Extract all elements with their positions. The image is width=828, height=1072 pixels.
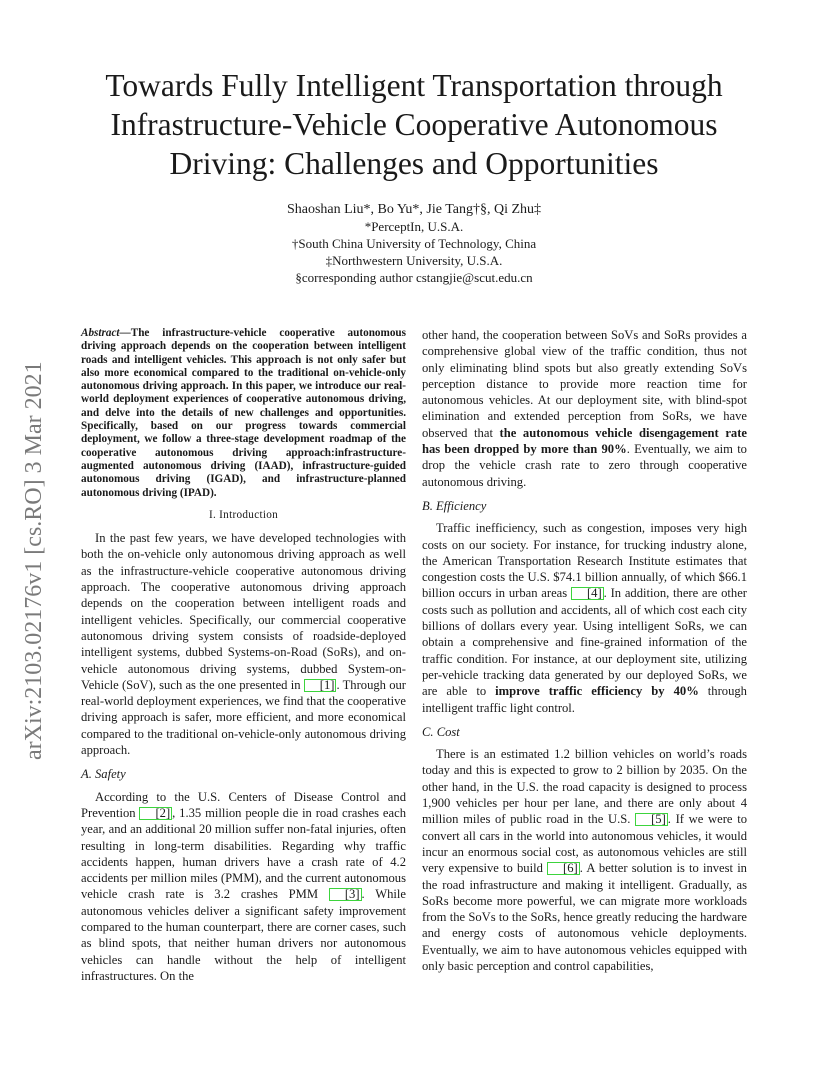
citation-link-5[interactable]: [5] [635,813,668,826]
efficiency-paragraph [422,520,747,716]
right-column [422,327,747,974]
citation-link-4[interactable]: [4] [571,587,604,600]
author-block [114,201,714,286]
intro-text-a: In the past few years, we have developed technologies with both the on-vehicle only autonomous driving approach as well as the infrastructure-vehicle cooperative autonomous driving approach. The cooperative autonomous driving approach depends on the cooperation between intelligent roads and intelligent vehicles. Specifically, our commercial cooperative autonomous driving system consists of roadside-deployed intelligent systems, dubbed Systems-on-Road (SoRs), and on-vehicle autonomous driving systems, dubbed System-on-Vehicle (SoV), such as the one presented in [81,531,406,692]
citation-link-1[interactable]: [1] [304,679,337,692]
abstract-text: —The infrastructure-vehicle cooperative autonomous driving approach depends on the cooperation between intelligent roads and intelligent vehicles. This approach is not only safer but also more economical compared to the traditional on-vehicle-only autonomous driving approach. In this paper, we introduce our real-world deployment experiences of cooperative autonomous driving, and delve into the details of new challenges and opportunities. Specifically, based on our progress towards commercial deployment, we follow a three-stage development roadmap of the cooperative autonomous driving approach:infrastructure-augmented autonomous driving (IAAD), infrastructure-guided autonomous driving (IGAD), and infrastructure-planned autonomous driving (IPAD). [81,327,406,499]
disengagement-highlight: the autonomous vehicle disengagement rate has been dropped by more than 90% [422,425,747,457]
left-column [81,327,406,984]
cost-text-a: There is an estimated 1.2 billion vehicles on world’s roads today and this is expected to grow to 2 billion by 2035. On the other hand, in the U.S. the road capacity is designed to process 1,900 vehicles per hour per lane, and there are only about 4 million miles of public road in the U.S. [422,747,747,827]
safety-continued-paragraph [422,327,747,490]
cost-text-b: . If we were to convert all cars in the world into autonomous vehicles, it would incur an enormous social cost, as autonomous vehicles are still very expensive to build [422,812,747,876]
abstract-label: Abstract [81,327,120,339]
intro-text-b: . Through our real-world deployment experiences, we find that the cooperative driving approach is safer, more efficient, and more economical compared to the traditional on-vehicle-only autonomous driving approach. [81,677,406,758]
safety-paragraph [81,789,406,985]
citation-link-6[interactable]: [6] [547,862,580,875]
efficiency-text-b: . In addition, there are other costs such as pollution and accidents, all of which cost each city billions of dollars every year. Using intelligent SoRs, we can obtain a comprehensive and fine-grained information of the traffic condition. For instance, at our deployment site, utilizing per-vehicle tracking data generated by our deployed SoRs, we are able to [422,586,747,699]
cost-paragraph [422,746,747,974]
safety-cont-text-a: other hand, the cooperation between SoVs and SoRs provides a comprehensive global view of the traffic condition, thus not only eliminating blind spots but also greatly extending SoVs perception distance to provide more reaction time for autonomous vehicles. At our deployment site, with blind-spot elimination and extended perception from SoRs, we have observed that [422,328,747,440]
paper-title: Towards Fully Intelligent Transportation through Infrastructure-Vehicle Cooperative Autonomous Driving: Challenges and Opportunities [105,68,723,181]
efficiency-highlight: improve traffic efficiency by 40% [495,684,699,699]
safety-text-b: , 1.35 million people die in road crashes each year, and an additional 20 million suffer non-fatal injuries, often resulting in long-term disabilities. Regarding why traffic accidents happen, human drivers have a crash rate of 4.2 accidents per million miles (PMM), and the current autonomous vehicle crash rate is 3.2 crashes PMM [81,805,406,902]
subsection-heading-efficiency: B. Efficiency [422,498,487,513]
citation-link-3[interactable]: [3] [329,888,362,901]
arxiv-side-label: arXiv:2103.02176v1 [cs.RO] 3 Mar 2021 [21,361,47,760]
efficiency-text-a: Traffic inefficiency, such as congestion, imposes very high costs on our society. For instance, for trucking industry alone, the American Transportation Research Institute estimates that congestion costs the U.S. $74.1 billion annually, of which $66.1 billion occurs in urban areas [422,521,747,601]
affiliation-3: ‡Northwestern University, U.S.A. [325,253,503,268]
citation-link-2[interactable]: [2] [139,807,172,820]
affiliation-4: §corresponding author cstangjie@scut.edu.cn [295,270,533,285]
affiliation-1: *PerceptIn, U.S.A. [364,219,464,234]
safety-cont-text-b: . Eventually, we aim to drop the vehicle crash rate to zero through cooperative autonomous driving. [422,442,747,489]
cost-text-c: . A better solution is to invest in the road infrastructure and making it intelligent. Gradually, as SoRs become more powerful, we can migrate more workloads from the SoVs to the SoRs, hence greatly reducing the hardware and energy costs of autonomous vehicle deployments. Eventually, we aim to have autonomous vehicles equipped with only basic perception and control capabilities, [422,861,747,973]
author-names: Shaoshan Liu*, Bo Yu*, Jie Tang†§, Qi Zhu‡ [286,202,542,217]
affiliation-2: †South China University of Technology, China [291,236,537,251]
subsection-heading-cost: C. Cost [422,724,460,739]
efficiency-text-c: through intelligent traffic light control. [422,684,747,715]
subsection-heading-safety: A. Safety [81,767,126,782]
abstract [81,327,406,500]
safety-text-a: According to the U.S. Centers of Disease Control and Prevention [81,789,406,820]
intro-paragraph [81,530,406,758]
safety-text-c: . While autonomous vehicles deliver a significant safety improvement compared to the human counterpart, there are corner cases, such as blind spots, that neither human drivers nor autonomous vehicles can handle without the help of intelligent infrastructures. On the [81,887,406,983]
section-heading-introduction: I. Introduction [208,508,279,521]
